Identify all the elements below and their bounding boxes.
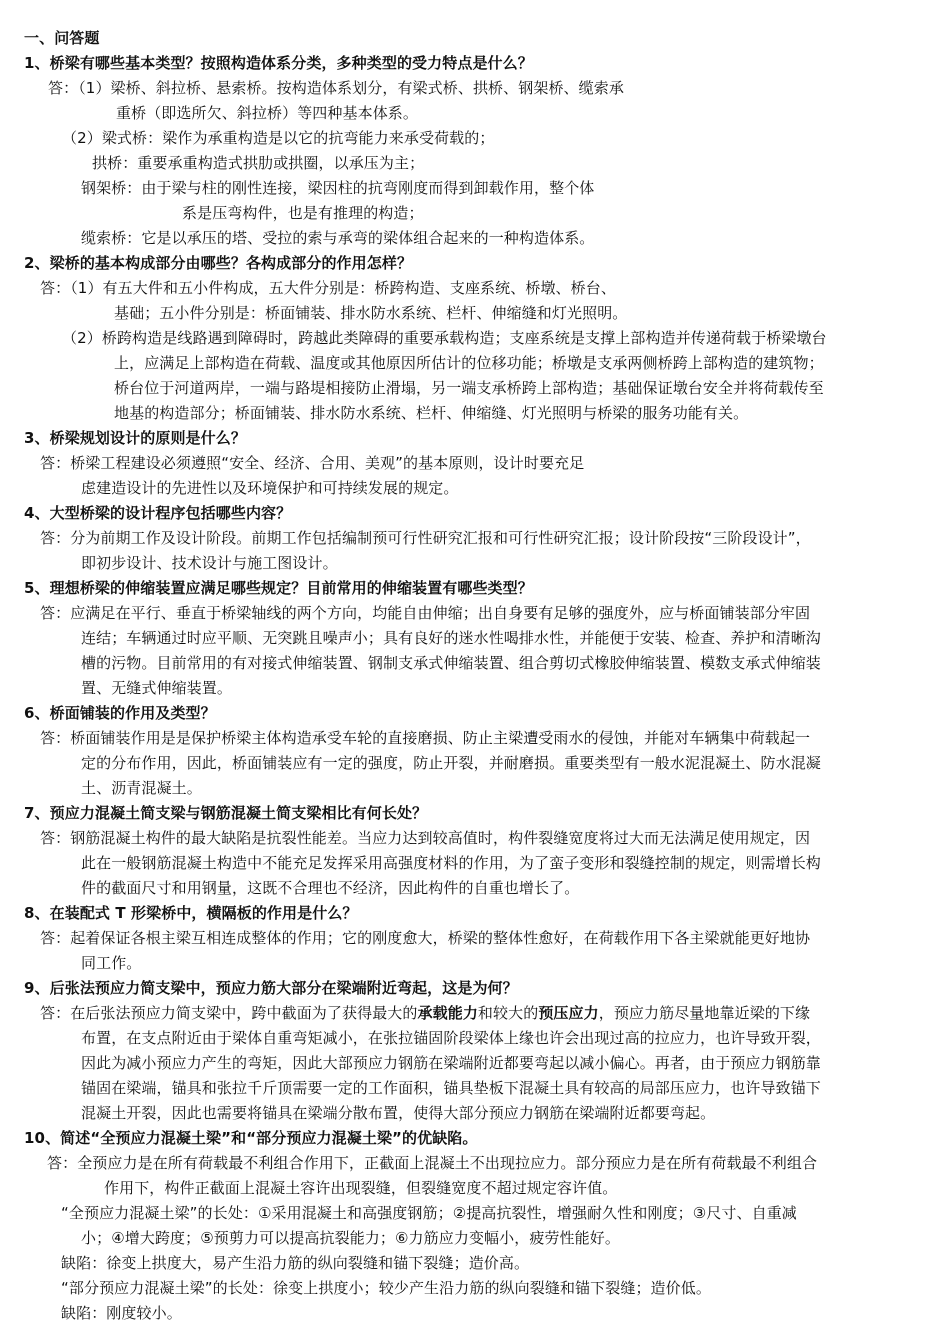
q3-answer-line: 答：桥梁工程建设必须遵照“安全、经济、合用、美观”的基本原则，设计时要充足 [40, 454, 585, 472]
q10-answer-line: 作用下，构件正截面上混凝土容许出现裂缝，但裂缝宽度不超过规定容许值。 [104, 1179, 618, 1197]
q7-answer-line: 此在一般钢筋混凝土构造中不能充足发挥采用高强度材料的作用，为了蛮子变形和裂缝控制的规定，则需增长构 [81, 854, 821, 872]
q8-title: 8、在装配式 T 形梁桥中，横隔板的作用是什么？ [24, 904, 358, 922]
q3-answer-line: 虑建造设计的先进性以及环境保护和可持续发展的规定。 [81, 479, 459, 497]
q6-answer-line: 土、沥青混凝土。 [81, 779, 202, 797]
section-title: 一、问答题 [24, 29, 100, 47]
q9-answer-line: 混凝土开裂，因此也需要将锚具在梁端分散布置，使得大部分预应力钢筋在梁端附近都要弯起。 [81, 1104, 716, 1122]
q4-answer-line: 即初步设计、技术设计与施工图设计。 [81, 554, 338, 572]
q6-answer-line: 定的分布作用，因此，桥面铺装应有一定的强度，防止开裂，并耐磨损。重要类型有一般水泥混凝土、防水混凝 [81, 754, 821, 772]
q3-title: 3、桥梁规划设计的原则是什么？ [24, 429, 246, 447]
q2-answer-line: 地基的构造部分；桥面铺装、排水防水系统、栏杆、伸缩缝、灯光照明与桥梁的服务功能有关。 [114, 404, 749, 422]
q4-title: 4、大型桥梁的设计程序包括哪些内容？ [24, 504, 292, 522]
q9-text-segment: 答：在后张法预应力简支梁中，跨中截面为了获得最大的 [40, 1004, 418, 1022]
q9-answer-line: 布置，在支点附近由于梁体自重弯矩减小，在张拉锚固阶段梁体上缘也许会出现过高的拉应力，也许导致开裂， [81, 1029, 821, 1047]
q9-bold-term: 承载能力 [417, 1004, 478, 1022]
q5-title: 5、理想桥梁的伸缩装置应满足哪些规定？目前常用的伸缩装置有哪些类型？ [24, 579, 533, 597]
q8-answer-line: 同工作。 [81, 954, 142, 972]
q6-title: 6、桥面铺装的作用及类型？ [24, 704, 216, 722]
q1-answer-line: 钢架桥：由于梁与柱的刚性连接，梁因柱的抗弯刚度而得到卸载作用，整个体 [81, 179, 595, 197]
q8-answer-line: 答：起着保证各根主梁互相连成整体的作用；它的刚度愈大，桥梁的整体性愈好，在荷载作用下各主梁就能更好地协 [40, 929, 811, 947]
q9-bold-term: 预压应力 [538, 1004, 599, 1022]
q2-answer-line: （2）桥跨构造是线路遇到障碍时，跨越此类障碍的重要承载构造；支座系统是支撑上部构造并传递荷载于桥梁墩台 [62, 329, 827, 347]
q9-title: 9、后张法预应力简支梁中，预应力筋大部分在梁端附近弯起，这是为何？ [24, 979, 518, 997]
q9-answer-line [40, 1003, 810, 1023]
q2-answer-line: 基础；五小件分别是：桥面铺装、排水防水系统、栏杆、伸缩缝和灯光照明。 [114, 304, 628, 322]
q10-answer-line: 缺陷：徐变上拱度大，易产生沿力筋的纵向裂缝和锚下裂缝；造价高。 [61, 1254, 530, 1272]
q1-answer-line: （2）梁式桥：梁作为承重构造是以它的抗弯能力来承受荷载的； [62, 129, 495, 147]
q10-answer-line: 小；④增大跨度；⑤预剪力可以提高抗裂能力；⑥力筋应力变幅小，疲劳性能好。 [81, 1229, 620, 1247]
q10-answer-line: “全预应力混凝土梁”的长处：①采用混凝土和高强度钢筋；②提高抗裂性，增强耐久性和刚度；③尺寸、自重减 [61, 1204, 797, 1222]
q9-answer-line: 锚固在梁端，锚具和张拉千斤顶需要一定的工作面积，锚具垫板下混凝土具有较高的局部压应力，也许导致锚下 [81, 1079, 821, 1097]
q1-answer-line: 答：（1）梁桥、斜拉桥、悬索桥。按构造体系划分，有梁式桥、拱桥、钢架桥、缆索承 [48, 79, 624, 97]
q5-answer-line: 连结；车辆通过时应平顺、无突跳且噪声小；具有良好的迷水性喝排水性，并能便于安装、检查、养护和清晰沟 [81, 629, 821, 647]
q7-title: 7、预应力混凝土简支梁与钢筋混凝土简支梁相比有何长处？ [24, 804, 428, 822]
q10-answer-line: “部分预应力混凝土梁”的长处：徐变上拱度小；较少产生沿力筋的纵向裂缝和锚下裂缝；造价低。 [61, 1279, 711, 1297]
q9-text-segment: ，预应力筋尽量地靠近梁的下缘 [598, 1004, 811, 1022]
q1-title: 1、桥梁有哪些基本类型？按照构造体系分类，多种类型的受力特点是什么？ [24, 54, 533, 72]
q7-answer-line: 答：钢筋混凝土构件的最大缺陷是抗裂性能差。当应力达到较高值时，构件裂缝宽度将过大而无法满足使用规定，因 [40, 829, 811, 847]
q1-answer-line: 缆索桥：它是以承压的塔、受拉的索与承弯的梁体组合起来的一种构造体系。 [81, 229, 595, 247]
q6-answer-line: 答：桥面铺装作用是是保护桥梁主体构造承受车轮的直接磨损、防止主梁遭受雨水的侵蚀，并能对车辆集中荷载起一 [40, 729, 811, 747]
q9-text-segment: 和较大的 [477, 1004, 539, 1022]
q10-answer-line: 缺陷：刚度较小。 [61, 1304, 182, 1322]
q7-answer-line: 件的截面尺寸和用钢量，这既不合理也不经济，因此构件的自重也增长了。 [81, 879, 580, 897]
q2-answer-line: 桥台位于河道两岸，一端与路堤相接防止滑塌，另一端支承桥跨上部构造；基础保证墩台安全并将荷载传至 [114, 379, 824, 397]
q5-answer-line: 置、无缝式伸缩装置。 [81, 679, 233, 697]
q1-answer-line: 拱桥：重要承重构造式拱肋或拱圈，以承压为主； [92, 154, 425, 172]
q2-answer-line: 答：（1）有五大件和五小件构成，五大件分别是：桥跨构造、支座系统、桥墩、桥台、 [40, 279, 616, 297]
q1-answer-line: 系是压弯构件，也是有推理的构造； [182, 204, 424, 222]
q1-answer-line: 重桥（即选所欠、斜拉桥）等四种基本体系。 [116, 104, 419, 122]
q2-answer-line: 上，应满足上部构造在荷载、温度或其他原因所估计的位移功能；桥墩是支承两侧桥跨上部构造的建筑物； [114, 354, 824, 372]
q5-answer-line: 答：应满足在平行、垂直于桥梁轴线的两个方向，均能自由伸缩；出自身要有足够的强度外，应与桥面铺装部分牢固 [40, 604, 811, 622]
q4-answer-line: 答：分为前期工作及设计阶段。前期工作包括编制预可行性研究汇报和可行性研究汇报；设计阶段按“三阶段设计”， [40, 529, 811, 547]
q10-title: 10、简述“全预应力混凝土梁”和“部分预应力混凝土梁”的优缺陷。 [24, 1129, 478, 1147]
q5-answer-line: 槽的污物。目前常用的有对接式伸缩装置、钢制支承式伸缩装置、组合剪切式橡胶伸缩装置、模数支承式伸缩装 [81, 654, 821, 672]
q10-answer-line: 答：全预应力是在所有荷载最不利组合作用下，正截面上混凝土不出现拉应力。部分预应力是在所有荷载最不利组合 [47, 1154, 818, 1172]
q2-title: 2、梁桥的基本构成部分由哪些？各构成部分的作用怎样？ [24, 254, 413, 272]
q9-answer-line: 因此为减小预应力产生的弯矩，因此大部预应力钢筋在梁端附近都要弯起以减小偏心。再者，由于预应力钢筋靠 [81, 1054, 821, 1072]
